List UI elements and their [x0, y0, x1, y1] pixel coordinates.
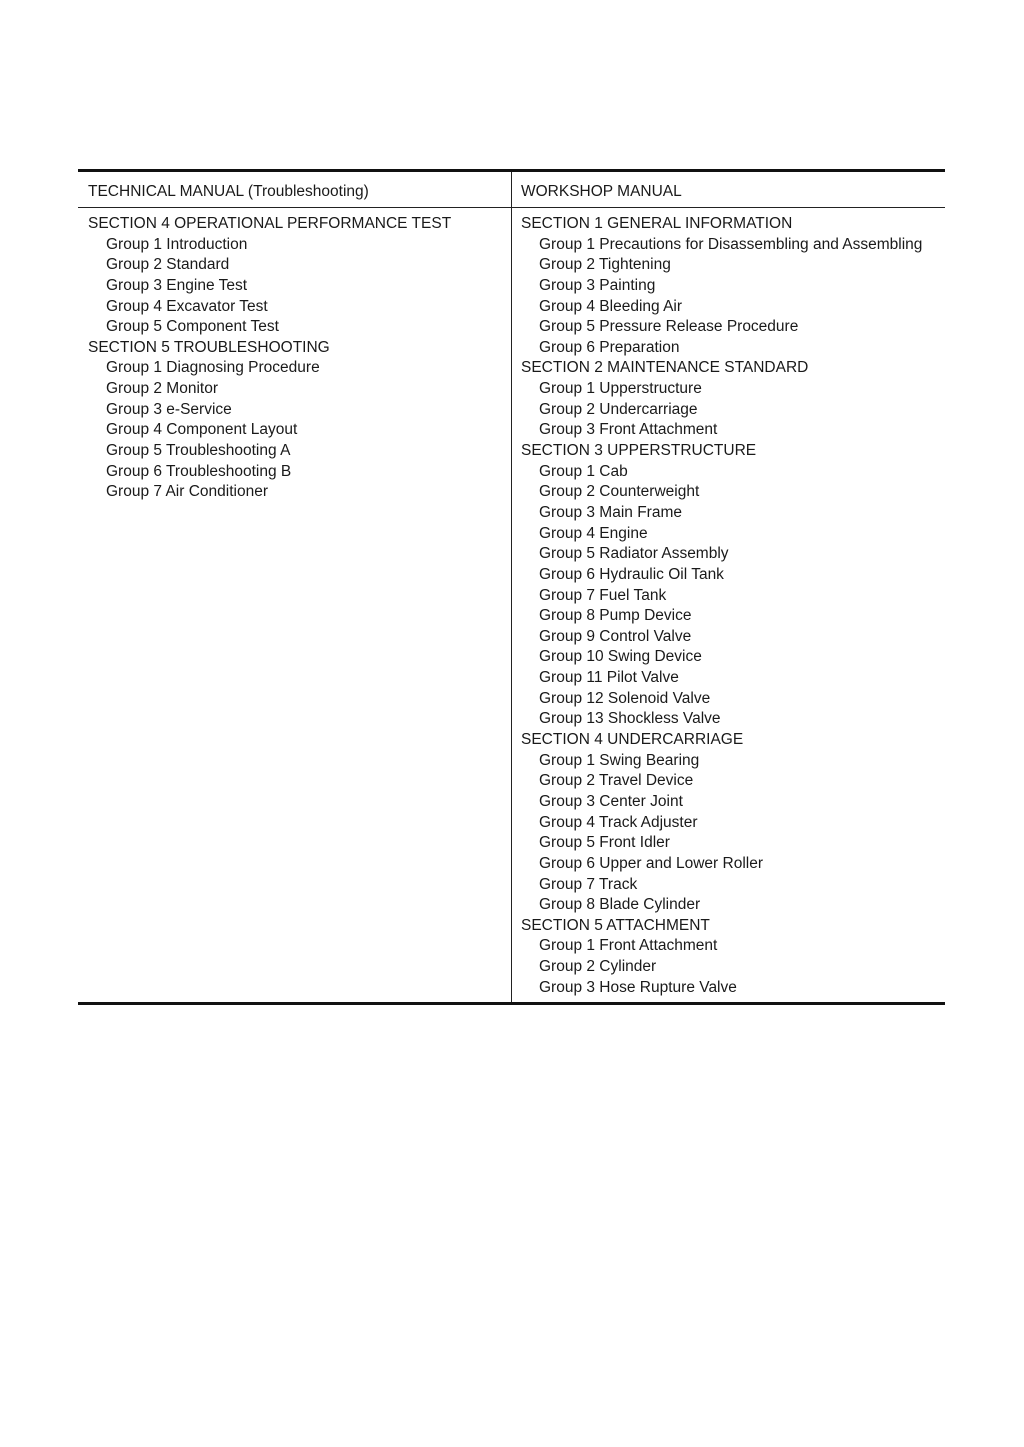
- technical-manual-column: [78, 172, 511, 1002]
- group-entry: Group 3 Center Joint: [539, 792, 683, 810]
- group-entry: Group 12 Solenoid Valve: [539, 689, 711, 707]
- group-entry: Group 8 Blade Cylinder: [539, 896, 701, 914]
- group-entry: Group 4 Component Layout: [106, 421, 298, 439]
- group-entry: Group 6 Preparation: [539, 338, 680, 356]
- group-entry: Group 2 Travel Device: [539, 772, 694, 790]
- group-entry: Group 5 Pressure Release Procedure: [539, 318, 799, 336]
- technical-manual-header: TECHNICAL MANUAL (Troubleshooting): [88, 183, 369, 200]
- group-entry: Group 1 Front Attachment: [539, 937, 718, 955]
- group-entry: Group 4 Excavator Test: [106, 297, 268, 315]
- section-heading: SECTION 4 UNDERCARRIAGE: [521, 731, 744, 749]
- group-entry: Group 7 Track: [539, 875, 638, 893]
- section-heading: SECTION 4 OPERATIONAL PERFORMANCE TEST: [88, 215, 452, 232]
- section-heading: SECTION 5 ATTACHMENT: [521, 916, 710, 934]
- section-heading: SECTION 5 TROUBLESHOOTING: [88, 338, 330, 356]
- group-entry: Group 6 Troubleshooting B: [106, 462, 292, 480]
- technical-manual-contents-list: [88, 214, 511, 503]
- section-heading: SECTION 2 MAINTENANCE STANDARD: [521, 359, 809, 377]
- group-entry: Group 3 Hose Rupture Valve: [539, 978, 737, 996]
- group-entry: Group 4 Bleeding Air: [539, 297, 683, 315]
- group-entry: Group 1 Cab: [539, 462, 628, 480]
- group-entry: Group 8 Pump Device: [539, 607, 692, 625]
- group-entry: Group 11 Pilot Valve: [539, 669, 679, 687]
- group-entry: Group 3 Main Frame: [539, 503, 682, 521]
- group-entry: Group 5 Troubleshooting A: [106, 442, 291, 460]
- workshop-manual-contents-list: [521, 214, 945, 998]
- group-entry: Group 1 Introduction: [106, 235, 248, 253]
- group-entry: Group 2 Undercarriage: [539, 400, 698, 418]
- group-entry: Group 3 Engine Test: [106, 276, 248, 294]
- group-entry: Group 3 Painting: [539, 276, 656, 294]
- section-heading: SECTION 1 GENERAL INFORMATION: [521, 215, 793, 232]
- group-entry: Group 3 e-Service: [106, 400, 232, 418]
- group-entry: Group 5 Component Test: [106, 318, 279, 336]
- manual-contents-table: [78, 169, 945, 1005]
- group-entry: Group 7 Air Conditioner: [106, 483, 268, 501]
- section-heading: SECTION 3 UPPERSTRUCTURE: [521, 442, 757, 460]
- group-entry: Group 5 Radiator Assembly: [539, 545, 729, 563]
- group-entry: Group 10 Swing Device: [539, 648, 702, 666]
- group-entry: Group 7 Fuel Tank: [539, 586, 667, 604]
- group-entry: Group 4 Engine: [539, 524, 648, 542]
- group-entry: Group 6 Hydraulic Oil Tank: [539, 565, 724, 583]
- group-entry: Group 2 Counterweight: [539, 483, 700, 501]
- workshop-manual-header: WORKSHOP MANUAL: [521, 183, 682, 200]
- group-entry: Group 1 Diagnosing Procedure: [106, 359, 320, 377]
- group-entry: Group 6 Upper and Lower Roller: [539, 854, 764, 872]
- group-entry: Group 1 Swing Bearing: [539, 751, 700, 769]
- group-entry: Group 5 Front Idler: [539, 834, 670, 852]
- group-entry: Group 1 Upperstructure: [539, 380, 702, 398]
- group-entry: Group 2 Standard: [106, 256, 230, 274]
- group-entry: Group 1 Precautions for Disassembling and Assembling: [539, 235, 923, 253]
- group-entry: Group 4 Track Adjuster: [539, 813, 698, 831]
- workshop-manual-column: [512, 172, 945, 1002]
- group-entry: Group 2 Monitor: [106, 380, 218, 398]
- group-entry: Group 13 Shockless Valve: [539, 710, 721, 728]
- group-entry: Group 2 Cylinder: [539, 958, 657, 976]
- group-entry: Group 9 Control Valve: [539, 627, 692, 645]
- group-entry: Group 2 Tightening: [539, 256, 671, 274]
- group-entry: Group 3 Front Attachment: [539, 421, 718, 439]
